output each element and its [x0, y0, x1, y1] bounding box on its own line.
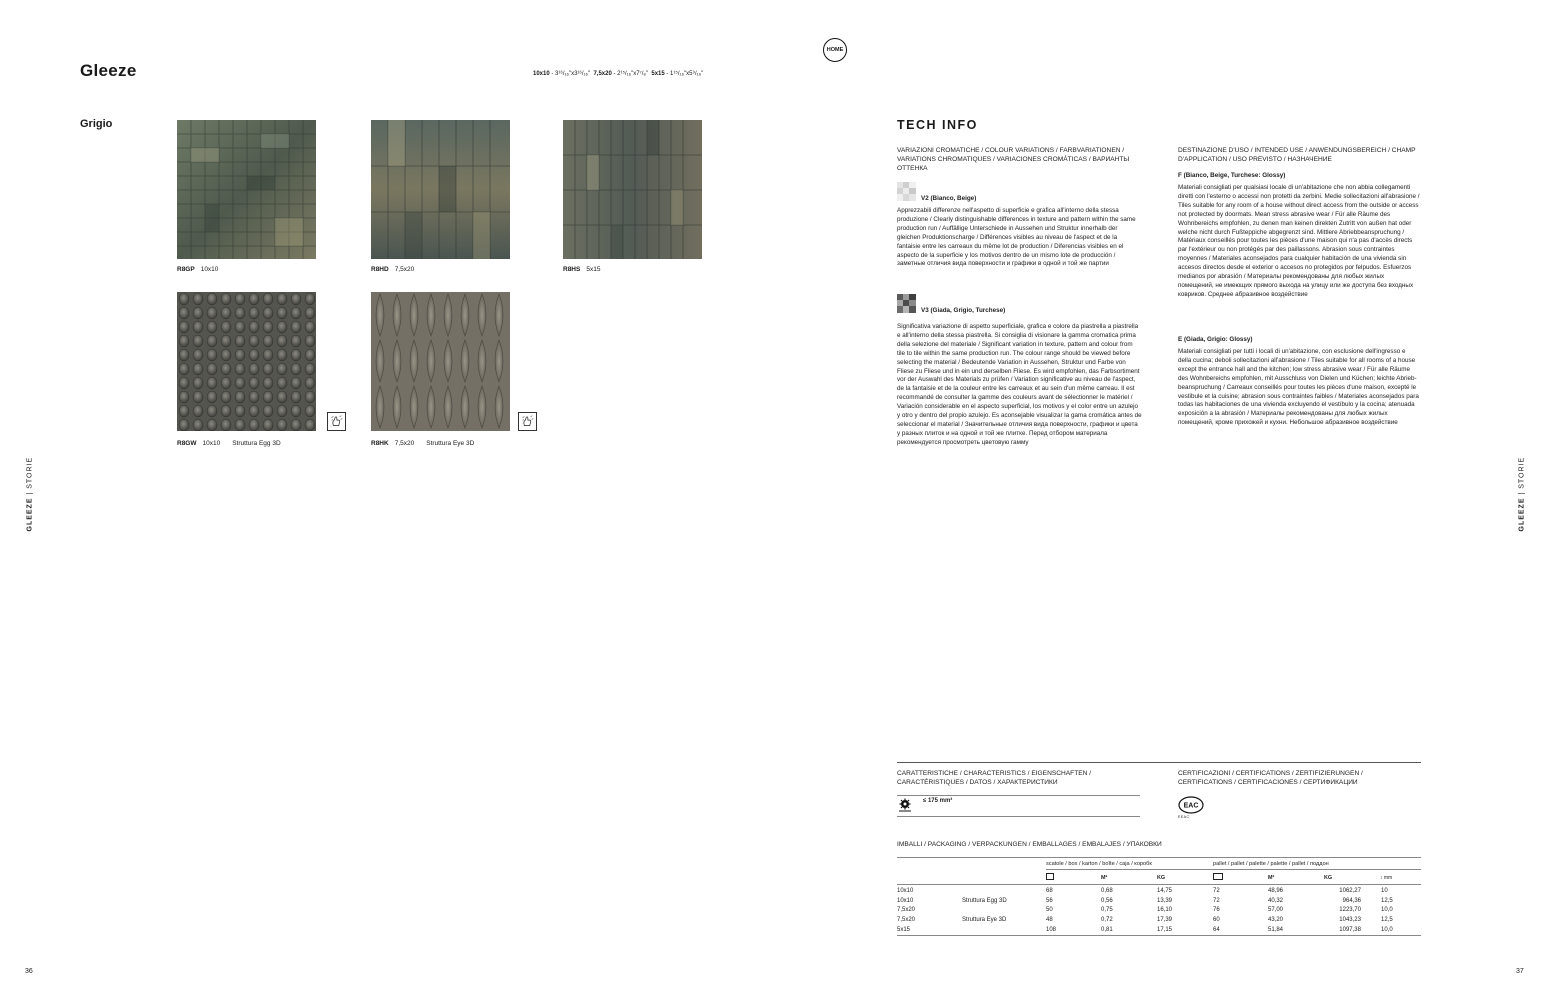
hand-touch-icon: [328, 413, 345, 430]
table-cell-pkg: 1062,27: [1339, 887, 1361, 894]
table-cell-mm: 10: [1381, 887, 1388, 894]
table-cell-m2: 0,72: [1101, 917, 1113, 924]
v3-swatch: [897, 294, 916, 313]
table-cell-pm2: 40,32: [1268, 897, 1284, 904]
box-icon: [1046, 873, 1054, 880]
table-cell-desc: Struttura Eye 3D: [962, 917, 1007, 924]
divider: [897, 857, 1421, 858]
table-cell-pkg: 964,36: [1342, 897, 1361, 904]
tile-texture-rect: [563, 120, 702, 259]
table-cell-boxes: 72: [1213, 897, 1220, 904]
tile-size: 10x10: [200, 266, 219, 273]
3d-structure-badge: [518, 412, 537, 431]
divider: [897, 935, 1421, 936]
tile-code: R8HS: [563, 266, 581, 273]
table-cell-mm: 10,0: [1381, 927, 1393, 934]
home-label: HOME: [826, 47, 844, 53]
tile-image-r8hs[interactable]: [563, 120, 702, 259]
table-cell-kg: 14,75: [1157, 887, 1173, 894]
divider: [897, 884, 1421, 885]
table-cell-pcs: 50: [1046, 907, 1053, 914]
side-section: STORIE: [1518, 456, 1526, 489]
pallet-header: pallet / pallet / palette / palette / pallet / поддон: [1213, 861, 1329, 867]
table-cell-mm: 12,5: [1381, 917, 1393, 924]
tile-code: R8GW: [177, 440, 197, 447]
abrasion-resistance-icon: [898, 798, 912, 812]
divider: [897, 795, 1140, 796]
tile-code: R8GP: [177, 266, 195, 273]
table-cell-boxes: 64: [1213, 927, 1220, 934]
table-cell-size: 5x15: [897, 927, 911, 934]
table-cell-pcs: 48: [1046, 917, 1053, 924]
side-brand: GLEEZE: [1518, 497, 1526, 532]
tile-size: 5x15: [586, 266, 601, 273]
table-cell-boxes: 60: [1213, 917, 1220, 924]
table-cell-m2: 0,68: [1101, 887, 1113, 894]
color-name: Grigio: [80, 118, 113, 130]
page-number-right: 37: [1516, 968, 1524, 975]
size-code: 7,5x20: [593, 71, 612, 77]
table-cell-pkg: 1097,38: [1339, 927, 1361, 934]
table-cell-m2: 0,75: [1101, 907, 1113, 914]
eac-mark-label: EEAC: [1178, 815, 1190, 819]
col-kg: KG: [1157, 875, 1166, 881]
table-cell-size: 7,5x20: [897, 917, 916, 924]
3d-structure-badge: [327, 412, 346, 431]
table-cell-desc: Struttura Egg 3D: [962, 897, 1007, 904]
v2-label: V2 (Bianco, Beige): [921, 195, 977, 202]
table-cell-pkg: 1223,70: [1339, 907, 1361, 914]
table-cell-pcs: 108: [1046, 927, 1057, 934]
table-cell-kg: 17,39: [1157, 917, 1173, 924]
hand-touch-icon: [519, 413, 536, 430]
divider: [897, 816, 1140, 817]
tile-texture-rect: [371, 120, 510, 259]
abrasion-value: ≤ 175 mm³: [923, 798, 953, 804]
table-cell-size: 10x10: [897, 897, 914, 904]
tile-texture-eye: [371, 292, 510, 431]
f-label: F (Bianco, Beige, Turchese: Glossy): [1178, 172, 1286, 179]
side-label-right: [1518, 456, 1526, 532]
use-header: DESTINAZIONE D'USO / INTENDED USE / ANWENDUNGSBEREICH / CHAMP D'APPLICATION / USO PREVISTO / НАЗНАЧЕНИЕ: [1178, 147, 1416, 163]
tile-caption: [177, 266, 218, 273]
tile-size: 7,5x20: [394, 440, 415, 447]
size-list: [533, 71, 703, 77]
v3-label: V3 (Giada, Grigio, Turchese): [921, 307, 1006, 314]
table-row: [897, 896, 1421, 906]
tile-texture-egg: [177, 292, 316, 431]
table-cell-kg: 17,15: [1157, 927, 1173, 934]
variations-header: VARIAZIONI CROMATICHE / COLOUR VARIATIONS / FARBVARIATIONEN / VARIATIONS CHROMATIQUES / VARIACIONES CROMÁTICAS / ВАРИАНТЫ ОТТЕНКА: [897, 147, 1130, 172]
table-cell-pm2: 51,84: [1268, 927, 1284, 934]
tile-image-r8gw[interactable]: [177, 292, 316, 431]
col-thickness: [1380, 874, 1392, 883]
col-m2: M²: [1101, 875, 1108, 881]
tile-desc: Struttura Egg 3D: [232, 440, 281, 447]
v2-text: Apprezzabili differenze nell'aspetto di superficie e grafica all'interno della stessa produzione / Clearly distinguishable differences in texture and pattern within the same production run / Auffällige Unterschiede in Aussehen und Struktur innerhalb der gleichen Produktionscharge / Différences visibles au niveau de l'aspect et de la fantaisie entre les carreaux du même lot de production / Diferencias visibles en el aspecto de la superficie y los motivos dentro de un mismo lote de producción / заметные отличия вида поверхности и графики в одной и той же партии: [897, 207, 1136, 268]
section-divider: [897, 762, 1421, 763]
table-cell-pm2: 48,96: [1268, 887, 1284, 894]
f-text: Materiali consigliati per qualsiasi locale di un'abitazione che non abbia collegamenti diretti con l'esterno o accessi non protetti da zerbini. Medie sollecitazioni all'abrasione / Tiles suitable for any room of a house without direct access from the outside or access not protected by doormats. Mean stress abrasive wear / Für alle Räume des Wohnbereichs empfohlen, zu denen man keinen direkten Zutritt von außen hat oder welche nicht durch Fußteppiche abgegrenzt sind. Mittlere Abriebbeanspruchung / Matériaux conseillés pour toutes les pièces d'une maison qui n'a pas d'accès directs par l'extérieur ou non protégés par des paillassons. Abrasion sous contraintes moyennes / Materiales aconsejados para cualquier habitación de una vivienda sin accesos directos desde el exterior o accesos no protegidos por felpudos. Esfuerzos medianos por abrasión / Материалы рекомендованы для любых жилых помещений, не имеющих прямого выхода на улицу или же доступа без входных ковриков. Среднее абразивное воздействие: [1178, 184, 1420, 298]
packaging-table: [897, 886, 1421, 935]
tile-caption: [371, 440, 474, 447]
size-inch: - 2¹⁵/₁₆"x7⁷/₈": [611, 71, 649, 77]
packaging-header: IMBALLI / PACKAGING / VERPACKUNGEN / EMBALLAGES / EMBALAJES / УПАКОВКИ: [897, 841, 1162, 848]
page-number-left: 36: [25, 968, 33, 975]
tile-image-r8gp[interactable]: [177, 120, 316, 259]
table-cell-pkg: 1043,23: [1339, 917, 1361, 924]
table-cell-desc: [962, 906, 1046, 916]
tile-image-r8hk[interactable]: [371, 292, 510, 431]
table-cell-size: 7,5x20: [897, 907, 916, 914]
tile-caption: [563, 266, 600, 273]
table-row: [897, 906, 1421, 916]
size-inch: - 1¹⁵/₁₆"x5⁹/₁₆": [664, 71, 704, 77]
col-pallet-m2: M²: [1268, 875, 1275, 881]
size-code: 5x15: [651, 71, 665, 77]
v2-swatch: [897, 182, 916, 201]
tile-size: 7,5x20: [394, 266, 415, 273]
tile-code: R8HK: [371, 440, 389, 447]
table-cell-pm2: 57,00: [1268, 907, 1284, 914]
table-cell-kg: 13,39: [1157, 897, 1173, 904]
table-row: [897, 925, 1421, 935]
table-cell-m2: 0,56: [1101, 897, 1113, 904]
table-cell-desc: [962, 925, 1046, 935]
table-cell-boxes: 72: [1213, 887, 1220, 894]
col-pallet-kg: KG: [1324, 875, 1333, 881]
side-sep: |: [26, 488, 34, 498]
tile-image-r8hd[interactable]: [371, 120, 510, 259]
side-section: STORIE: [26, 456, 34, 489]
size-inch: - 3¹⁶/₁₆"x3¹⁶/₁₆": [549, 71, 591, 77]
svg-text:EAC: EAC: [1183, 802, 1199, 810]
eac-certification-icon: [1178, 796, 1206, 816]
table-row: [897, 915, 1421, 925]
table-cell-mm: 10,0: [1381, 907, 1393, 914]
thickness-icon: ↕: [1380, 875, 1383, 881]
e-label: E (Giada, Grigio: Glossy): [1178, 336, 1253, 343]
table-cell-size: 10x10: [897, 887, 914, 894]
table-cell-kg: 16,10: [1157, 907, 1173, 914]
table-cell-desc: [962, 886, 1046, 896]
col-mm: mm: [1383, 875, 1393, 881]
table-cell-mm: 12,5: [1381, 897, 1393, 904]
characteristics-header: CARATTERISTICHE / CHARACTERISTICS / EIGENSCHAFTEN / CARACTÉRISTIQUES / DATOS / ХАРАКТЕРИСТИКИ: [897, 770, 1092, 786]
pallet-icon: [1213, 873, 1223, 880]
side-label-left: [26, 456, 34, 532]
home-button[interactable]: [823, 38, 847, 62]
shade-variation-icon: [897, 294, 916, 313]
side-brand: GLEEZE: [26, 497, 34, 532]
table-cell-m2: 0,81: [1101, 927, 1113, 934]
divider: [1046, 869, 1421, 870]
table-cell-pcs: 56: [1046, 897, 1053, 904]
size-code: 10x10: [533, 71, 550, 77]
shade-variation-icon: [897, 182, 916, 201]
e-text: Materiali consigliati per tutti i locali di un'abitazione, con esclusione dell'ingresso e della cucina; deboli sollecitazioni all'abrasione / Tiles suitable for all rooms of a house except the entrance hall and the kitchen; low stress abrasive wear / Für alle Räume des Wohnbereichs empfohlen, mit Ausschluss von Dielen und Küchen; leichte Abrieb-beanspruchung / Carreaux conseillés pour toutes les pièces d'une maison, excepté le vestibule et la cuisine; abrasion sous contraintes faibles / Materiales aconsejados para todas las habitaciones de una vivienda excluyendo el vestíbulo y la cocina; atenuada exposición a la abrasión / Материалы рекомендованы для любых жилых помещений, кроме прихожей и кухни. Небольшое абразивное воздействие: [1178, 348, 1419, 427]
side-sep: |: [1518, 488, 1526, 498]
tile-code: R8HD: [371, 266, 389, 273]
table-cell-pm2: 43,20: [1268, 917, 1284, 924]
certifications-header: CERTIFICAZIONI / CERTIFICATIONS / ZERTIFIZIERUNGEN / CERTIFICATIONS / CERTIFICACIONES / СЕРТИФИКАЦИИ: [1178, 770, 1363, 786]
table-cell-pcs: 68: [1046, 887, 1053, 894]
tile-desc: Struttura Eye 3D: [426, 440, 475, 447]
v3-text: Significativa variazione di aspetto superficiale, grafica e colore da piastrella a piastrella e all'interno della stessa piastrella. Si consiglia di visionare la gamma cromatica prima della selezione del materiale / Significant variation in texture, pattern and colour from tile to tile within the same production run. The colour range should be viewed before selecting the material / Bedeutende Variation in Aussehen, Struktur und Farbe von Fliese zu Fliese und in ein und derselben Fliese. Es wird empfohlen, das Farbsortiment vor der Auswahl des Materials zu prüfen / Variation significative au niveau de l'aspect, de la fantaisie et de la couleur entre les carreaux et au sein d'un même carreau. Il est recommandé de consulter la gamme des couleurs avant de sélectionner le matériel / Variación considerable en el aspecto superficial, los motivos y el color entre un azulejo y otro y dentro del propio azulejo. Es aconsejable visualizar la gama cromática antes de seleccionar el material / Значительные отличия вида поверхности, графики и цвета у разных плиток и на одной и той же плитке. Перед отбором материала рекомендуется просмотреть цветовую гамму: [897, 323, 1142, 446]
table-row: [897, 886, 1421, 896]
box-header: scatole / box / karton / boîte / caja / коробк: [1046, 861, 1152, 867]
tile-caption: [177, 440, 281, 447]
tech-info-title: TECH INFO: [897, 118, 978, 132]
tile-caption: [371, 266, 414, 273]
page-title: Gleeze: [80, 61, 137, 80]
tile-size: 10x10: [202, 440, 221, 447]
table-cell-boxes: 76: [1213, 907, 1220, 914]
tile-texture-square: [177, 120, 316, 259]
